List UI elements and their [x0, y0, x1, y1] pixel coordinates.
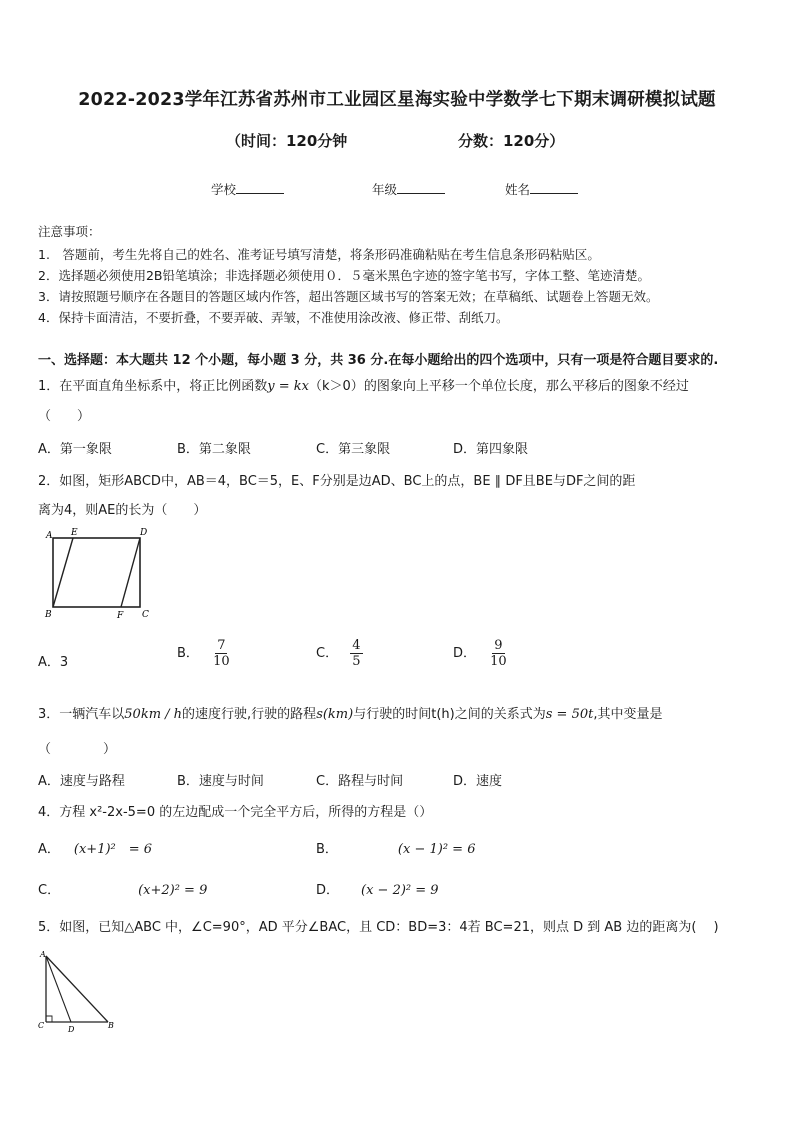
question-3-stem [38, 703, 662, 722]
grade-label: 年级 [372, 182, 398, 197]
q4-option-a-label: A． [38, 842, 60, 857]
label-a: A [40, 950, 46, 959]
name-field [505, 180, 578, 198]
q2-fraction-d [488, 638, 509, 669]
q5-triangle-figure [34, 948, 124, 1038]
frac-d-num: 9 [494, 638, 503, 653]
q3-mid2: 与行驶的时间 [353, 707, 432, 722]
q1-option-a[interactable]: A．第一象限 [38, 442, 112, 457]
notes-heading: 注意事项： [38, 224, 101, 239]
q3-mid3: 之间的关系式为 [454, 707, 546, 722]
q1-pre: 1．在平面直角坐标系中，将正比例函数 [38, 379, 268, 394]
q4-option-d[interactable] [316, 879, 439, 898]
name-label: 姓名 [505, 182, 531, 197]
segment-be [53, 538, 73, 607]
q3-speed: 50km / h [124, 707, 183, 722]
note-item-2: 2．选择题必须使用2B铅笔填涂；非选择题必须使用０．５毫米黑色字迹的签字笔书写，字体工整、笔迹清楚。 [38, 268, 650, 283]
q2-fraction-c [350, 638, 362, 669]
label-f: F [117, 611, 124, 621]
note-item-1: 1. 答题前，考生先将自己的姓名、准考证号填写清楚，将条形码准确粘贴在考生信息条形码粘贴区。 [38, 247, 600, 262]
q3-option-c[interactable]: C．路程与时间 [316, 774, 404, 789]
grade-blank [397, 181, 445, 194]
label-c: C [142, 610, 149, 620]
label-a: A [46, 531, 53, 541]
label-d: D [68, 1025, 75, 1034]
exam-title: 2022-2023学年江苏省苏州市工业园区星海实验中学数学七下期末调研模拟试题 [78, 90, 716, 110]
q2-option-b[interactable] [177, 638, 232, 669]
question-1-stem [38, 375, 689, 394]
segment-ad [46, 956, 71, 1022]
q3-distance: s(km) [316, 707, 354, 722]
q2-fraction-b [211, 638, 232, 669]
school-field [211, 180, 284, 198]
q2-option-a[interactable]: A．3 [38, 655, 69, 670]
grade-field [372, 180, 445, 198]
frac-b-num: 7 [217, 638, 226, 653]
q1-option-c[interactable]: C．第三象限 [316, 442, 391, 457]
q3-option-b[interactable]: B．速度与时间 [177, 774, 264, 789]
segment-ab [46, 956, 108, 1022]
question-2-line1: 2．如图，矩形ABCD中，AB＝4，BC＝5，E、F分别是边AD、BC上的点，BE ∥ DF且BE与DF之间的距 [38, 474, 636, 489]
frac-d-den: 10 [490, 654, 507, 669]
note-item-3: 3．请按照题号顺序在各题目的答题区域内作答，超出答题区域书写的答案无效；在草稿纸、试题卷上答题无效。 [38, 289, 659, 304]
right-angle-mark [46, 1016, 52, 1022]
label-c: C [38, 1021, 45, 1030]
question-2-line2: 离为4，则AE的长为（ ） [38, 503, 207, 518]
exam-score: 分数：120分） [458, 132, 565, 150]
q4-option-b-label: B． [316, 842, 338, 857]
q2-option-d[interactable] [453, 638, 509, 669]
exam-time: （时间：120分钟 [226, 132, 348, 150]
q4-option-c-label: C． [38, 883, 61, 898]
q3-time: t(h) [431, 707, 455, 722]
segment-df [121, 538, 140, 607]
note-item-4: 4．保持卡面清洁，不要折叠，不要弄破、弄皱，不准使用涂改液、修正带、刮纸刀。 [38, 310, 509, 325]
frac-b-den: 10 [213, 654, 230, 669]
q4-option-b[interactable] [316, 838, 475, 857]
rectangle-abcd [53, 538, 140, 607]
school-blank [236, 181, 284, 194]
name-blank [530, 181, 578, 194]
q4-option-a[interactable] [38, 838, 152, 857]
label-b: B [108, 1021, 114, 1030]
q4-option-d-label: D． [316, 883, 340, 898]
q4-option-a-expr: (x+1)² = 6 [73, 842, 153, 857]
q2-option-c-label: C． [316, 646, 339, 661]
q3-post: ,其中变量是 [593, 707, 663, 722]
label-d: D [140, 528, 148, 538]
q2-rectangle-figure [38, 526, 158, 626]
school-label: 学校 [211, 182, 237, 197]
q4-option-d-expr: (x − 2)² = 9 [361, 883, 439, 898]
q3-option-a[interactable]: A．速度与路程 [38, 774, 125, 789]
q1-post: 的图象向上平移一个单位长度，那么平移后的图象不经过 [363, 379, 689, 394]
q3-formula: s = 50t [545, 707, 594, 722]
q1-function: y = kx [267, 379, 309, 394]
q4-option-b-expr: (x − 1)² = 6 [397, 842, 476, 857]
q3-pre: 3．一辆汽车以 [38, 707, 125, 722]
label-b: B [45, 610, 52, 620]
q2-option-b-label: B． [177, 646, 199, 661]
q1-paren: （ ） [38, 409, 91, 424]
q3-option-d[interactable]: D．速度 [453, 774, 503, 789]
q3-paren: （ ） [38, 742, 117, 757]
q1-option-d[interactable]: D．第四象限 [453, 442, 529, 457]
q2-option-c[interactable] [316, 638, 363, 669]
q1-condition: （k＞0） [309, 379, 364, 394]
q3-mid1: 的速度行驶,行驶的路程 [182, 707, 317, 722]
question-5-stem: 5．如图，已知△ABC 中，∠C=90°，AD 平分∠BAC，且 CD：BD=3：4若 BC=21，则点 D 到 AB 边的距离为( ) [38, 920, 719, 935]
question-4-stem: 4．方程 x²-2x-5=0 的左边配成一个完全平方后，所得的方程是（） [38, 805, 433, 820]
frac-c-den: 5 [352, 654, 361, 669]
label-e: E [71, 528, 78, 538]
q1-option-b[interactable]: B．第二象限 [177, 442, 251, 457]
q2-option-d-label: D． [453, 646, 477, 661]
frac-c-num: 4 [352, 638, 361, 653]
section-heading: 一、选择题：本大题共 12 个小题，每小题 3 分，共 36 分.在每小题给出的四个选项中，只有一项是符合题目要求的. [38, 353, 719, 368]
q4-option-c[interactable] [38, 879, 207, 898]
q4-option-c-expr: (x+2)² = 9 [138, 883, 208, 898]
